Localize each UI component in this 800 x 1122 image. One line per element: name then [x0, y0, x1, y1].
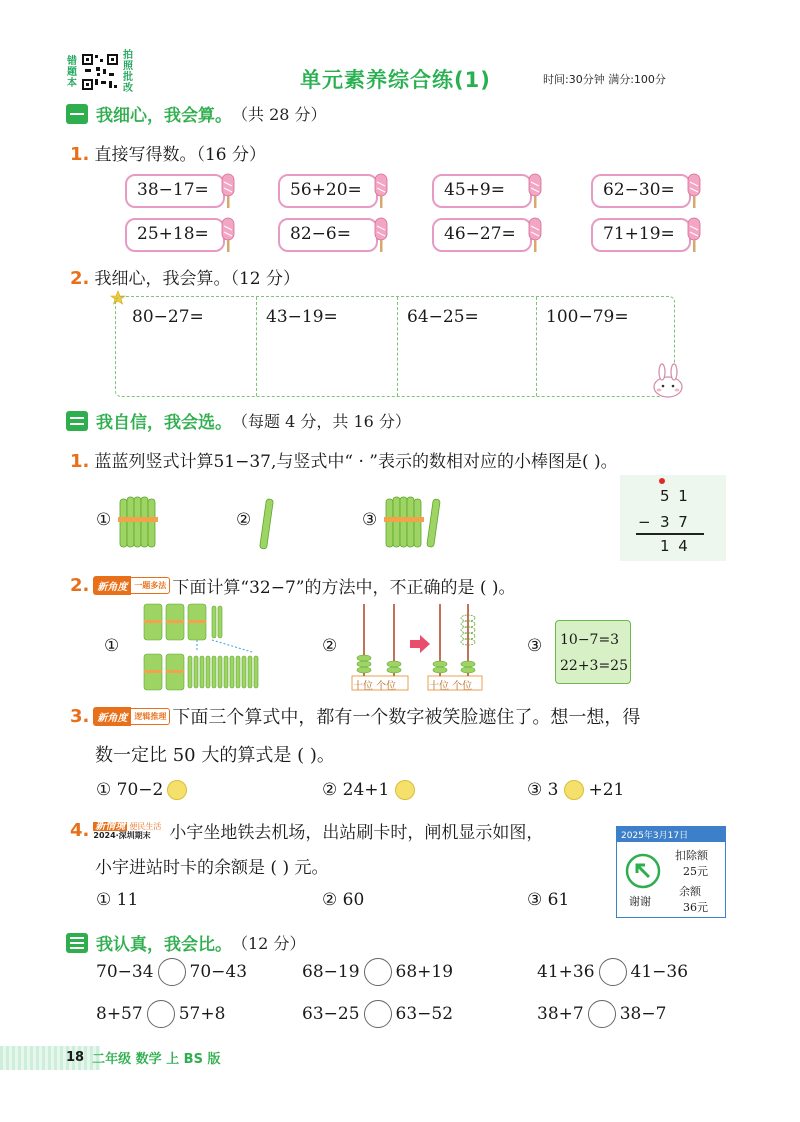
- option-3[interactable]: ③: [527, 636, 543, 656]
- option-3[interactable]: ③ 61: [527, 890, 570, 910]
- vertical-calc-box: [620, 475, 726, 561]
- badge-sub: 逻辑推理: [131, 708, 170, 725]
- vc-line: [636, 533, 704, 535]
- option-2[interactable]: ②: [236, 510, 252, 530]
- calc-item: 64−25=: [407, 307, 479, 327]
- calc-box: [115, 296, 675, 397]
- qr-side-right: 拍照批改: [123, 50, 133, 94]
- cell-divider: [397, 297, 398, 396]
- popsicle-icon: [219, 216, 237, 256]
- calc-card-text: 71+19=: [603, 224, 675, 244]
- badge-main: 新角度: [93, 707, 131, 726]
- option-3[interactable]: [527, 780, 624, 800]
- calc-card: [432, 174, 532, 208]
- calc-card: [278, 218, 378, 252]
- stick-bundle-icon: [116, 495, 162, 551]
- new-context-badge: [93, 822, 161, 840]
- calc-card-text: 82−6=: [290, 224, 351, 244]
- footer: [66, 1048, 220, 1067]
- gate-screen: [616, 826, 726, 918]
- vc-bottom: 3 7: [660, 513, 690, 531]
- calc-card: [125, 218, 225, 252]
- smiley-icon: [564, 780, 584, 800]
- page-number: 18: [66, 1050, 85, 1065]
- calc-card-text: 25+18=: [137, 224, 209, 244]
- screen-thanks: 谢谢: [629, 895, 651, 908]
- compare-blank-circle[interactable]: [588, 1000, 616, 1028]
- compare-blank-circle[interactable]: [147, 1000, 175, 1028]
- badge-sub: 便民生活: [129, 821, 162, 831]
- s1-q1: [70, 140, 266, 165]
- sticks-regroup-icon: [142, 602, 270, 692]
- compare-left: 38+7: [537, 1004, 584, 1024]
- s2-q2: [70, 573, 516, 598]
- question-text: 我细心，我会算。（12 分）: [94, 269, 301, 289]
- compare-right: 68+19: [395, 962, 454, 982]
- option-3[interactable]: ③: [362, 510, 378, 530]
- option-2[interactable]: ② 60: [322, 890, 365, 910]
- compare-right: 57+8: [178, 1004, 226, 1024]
- calc-card: [125, 174, 225, 208]
- stick-bundle-with-single-icon: [382, 495, 446, 551]
- deduct-label: 扣除额: [675, 849, 708, 862]
- option-2[interactable]: ②: [322, 636, 338, 656]
- compare-right: 70−43: [189, 962, 248, 982]
- bunny-icon: [648, 360, 688, 400]
- compare-item: [302, 1000, 453, 1028]
- section-1-title: 我细心，我会算。: [96, 106, 232, 126]
- popsicle-icon: [372, 172, 390, 212]
- compare-left: 8+57: [96, 1004, 143, 1024]
- opt3-line1: 10−7=3: [560, 632, 620, 648]
- balance-value: 36元: [683, 901, 708, 914]
- time-score-meta: 时间:30分钟 满分:100分: [543, 73, 666, 86]
- calc-item: 100−79=: [546, 307, 629, 327]
- section-number-icon: [66, 933, 88, 953]
- screen-date: 2025年3月17日: [617, 827, 725, 842]
- opt3-calc-box: [555, 620, 631, 684]
- new-angle-badge: [93, 576, 170, 596]
- calc-card-text: 56+20=: [290, 180, 362, 200]
- question-text: 小宇坐地铁去机场，出站刷卡时，闸机显示如图，: [169, 823, 544, 843]
- question-number: 1.: [70, 144, 90, 165]
- compare-left: 41+36: [537, 962, 595, 982]
- qr-block: [66, 50, 134, 94]
- section-1-header: [66, 101, 327, 126]
- compare-item: [537, 1000, 666, 1028]
- popsicle-icon: [372, 216, 390, 256]
- section-2-header: [66, 408, 411, 433]
- popsicle-icon: [526, 216, 544, 256]
- badge-main: 新角度: [93, 576, 131, 595]
- option-label-tail: +21: [588, 780, 625, 800]
- vc-result: 1 4: [660, 537, 690, 555]
- compare-blank-circle[interactable]: [364, 1000, 392, 1028]
- question-number: 2.: [70, 268, 90, 289]
- compare-left: 63−25: [302, 1004, 360, 1024]
- question-text-cont: 数一定比 50 大的算式是 ( )。: [95, 745, 335, 766]
- section-number-icon: [66, 411, 88, 431]
- s2-q4: [70, 818, 543, 843]
- vc-top: 5 1: [660, 487, 690, 505]
- compare-item: [302, 958, 453, 986]
- question-text: 直接写得数。（16 分）: [94, 145, 267, 165]
- dot-marker-icon: [658, 477, 666, 485]
- option-1[interactable]: [96, 780, 187, 800]
- compare-right: 41−36: [630, 962, 689, 982]
- question-number: 3.: [70, 705, 90, 727]
- cell-divider: [536, 297, 537, 396]
- section-2-score: （每题 4 分，共 16 分）: [232, 412, 411, 431]
- page-title: 单元素养综合练(1): [300, 68, 491, 92]
- calc-card: [591, 174, 691, 208]
- question-text: 蓝蓝列竖式计算51−37,与竖式中“ · ”表示的数相对应的小棒图是( )。: [94, 452, 618, 472]
- s2-q3: [70, 703, 640, 729]
- calc-card-text: 45+9=: [444, 180, 505, 200]
- option-label: ③ 3: [527, 780, 559, 800]
- compare-left: 70−34: [96, 962, 154, 982]
- smiley-icon: [167, 780, 187, 800]
- section-3-header: [66, 930, 305, 955]
- calc-card-text: 46−27=: [444, 224, 516, 244]
- opt3-line2: 22+3=25: [560, 658, 628, 674]
- question-number: 1.: [70, 451, 90, 472]
- compare-blank-circle[interactable]: [158, 958, 186, 986]
- badge-main: 新情境: [95, 820, 126, 832]
- section-number-icon: [66, 104, 88, 124]
- calc-card-text: 62−30=: [603, 180, 675, 200]
- option-label: ① 70−2: [96, 780, 164, 800]
- smiley-icon: [395, 780, 415, 800]
- question-text: 下面三个算式中，都有一个数字被笑脸遮住了。想一想，得: [172, 707, 641, 728]
- vc-minus: −: [638, 513, 651, 531]
- s2-q1: [70, 447, 618, 472]
- compare-right: 38−7: [619, 1004, 667, 1024]
- section-3-score: （12 分）: [232, 934, 306, 953]
- badge-sub: 一题多法: [131, 577, 170, 594]
- question-number: 2.: [70, 575, 90, 596]
- new-angle-badge: [93, 706, 170, 726]
- compare-blank-circle[interactable]: [599, 958, 627, 986]
- question-number: 4.: [70, 820, 90, 841]
- option-1[interactable]: ①: [104, 636, 120, 656]
- popsicle-icon: [219, 172, 237, 212]
- single-stick-icon: [258, 497, 276, 551]
- popsicle-icon: [685, 216, 703, 256]
- option-label: ② 24+1: [322, 780, 390, 800]
- abacus-label: 十位 个位: [353, 681, 397, 692]
- arrow-up-left-icon: [625, 853, 661, 889]
- cell-divider: [256, 297, 257, 396]
- option-1[interactable]: ① 11: [96, 890, 139, 910]
- popsicle-icon: [526, 172, 544, 212]
- calc-item: 80−27=: [132, 307, 204, 327]
- calc-card: [432, 218, 532, 252]
- calc-card-text: 38−17=: [137, 180, 209, 200]
- question-text-cont: 小宇进站时卡的余额是 ( ) 元。: [95, 858, 329, 878]
- question-text: 下面计算“32−7”的方法中，不正确的是 ( )。: [172, 578, 516, 598]
- badge-source: 2024·深圳期末: [93, 830, 151, 840]
- footer-text: 二年级 数学 上 BS 版: [92, 1052, 221, 1067]
- compare-item: [96, 1000, 225, 1028]
- s1-q2: [70, 264, 300, 289]
- balance-label: 余额: [679, 885, 701, 898]
- option-2[interactable]: [322, 780, 415, 800]
- qr-code-icon: [81, 53, 119, 91]
- calc-card: [591, 218, 691, 252]
- compare-item: [96, 958, 247, 986]
- deduct-value: 25元: [683, 865, 708, 878]
- calc-item: 43−19=: [266, 307, 338, 327]
- compare-right: 63−52: [395, 1004, 454, 1024]
- section-1-score: （共 28 分）: [232, 105, 327, 124]
- section-3-title: 我认真，我会比。: [96, 935, 232, 955]
- popsicle-icon: [685, 172, 703, 212]
- abacus-label: 十位 个位: [429, 681, 473, 692]
- qr-side-left: 错题本: [67, 55, 77, 89]
- compare-blank-circle[interactable]: [364, 958, 392, 986]
- section-2-title: 我自信，我会选。: [96, 413, 232, 433]
- calc-card: [278, 174, 378, 208]
- compare-item: [537, 958, 688, 986]
- compare-left: 68−19: [302, 962, 360, 982]
- option-1[interactable]: ①: [96, 510, 112, 530]
